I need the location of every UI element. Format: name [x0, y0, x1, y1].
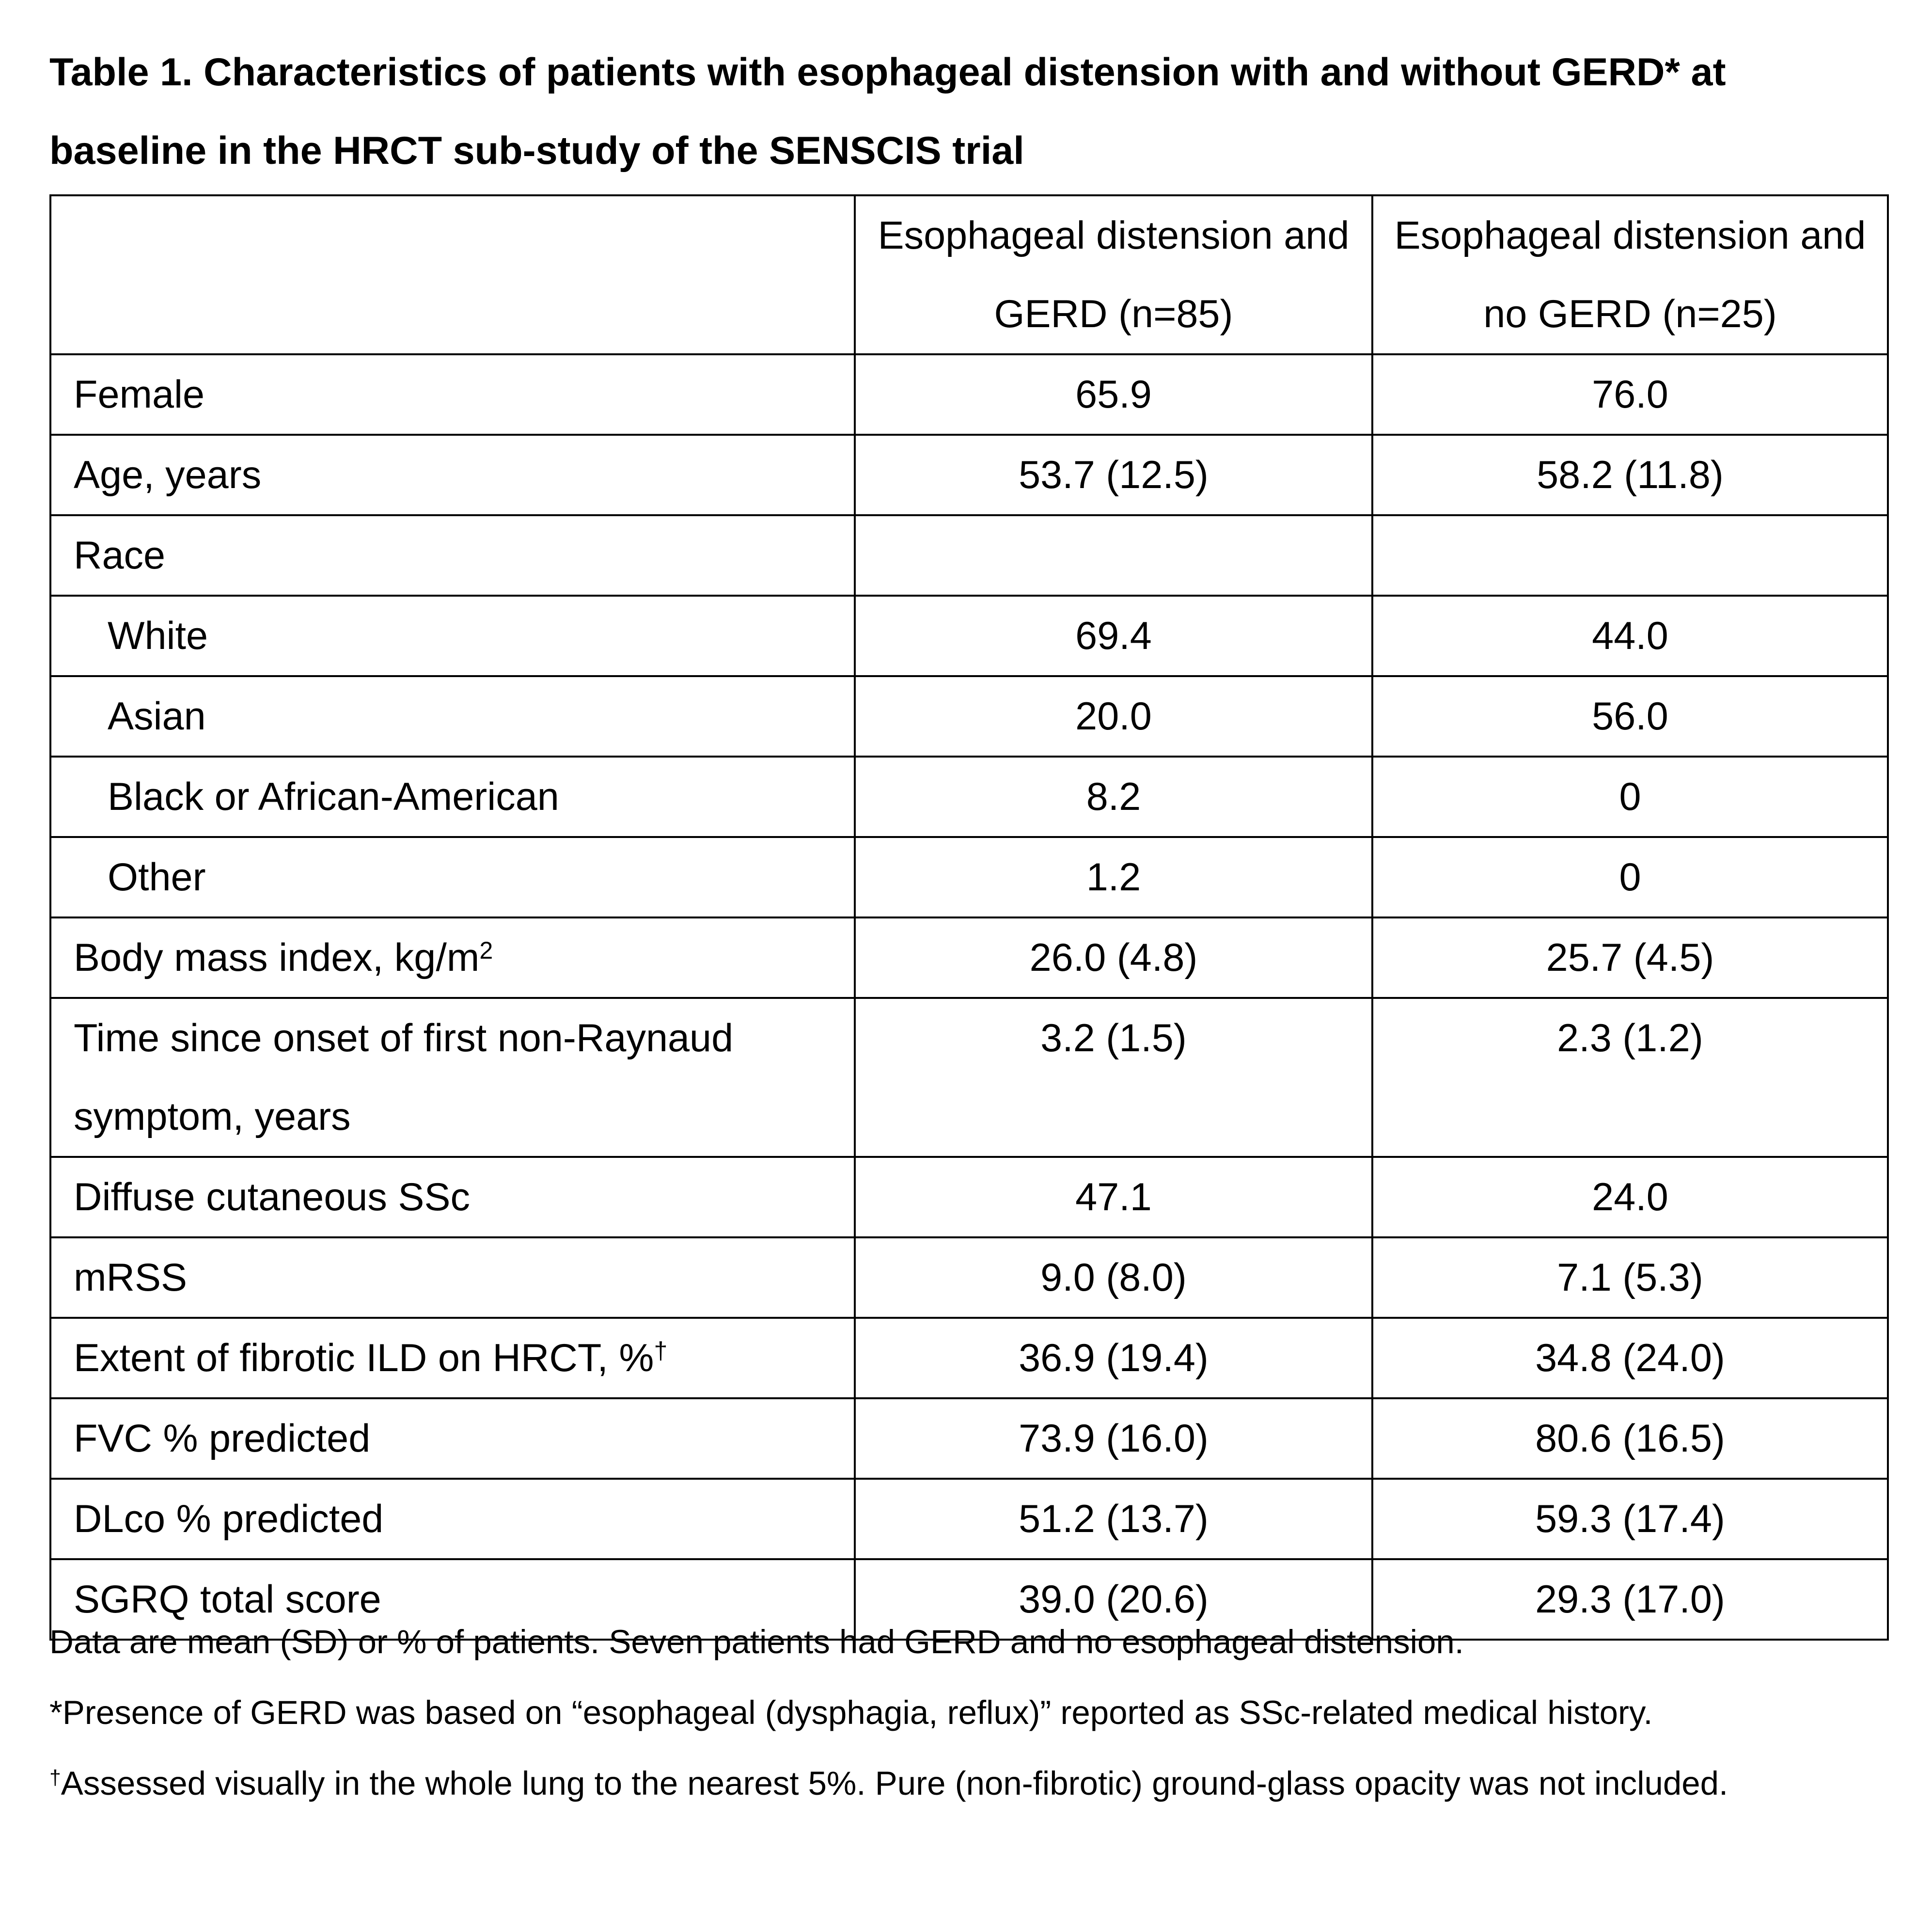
footnote-data-description: Data are mean (SD) or % of patients. Seven patients had GERD and no esophageal distension. [49, 1623, 1464, 1660]
cell-no-gerd: 2.3 (1.2) [1372, 998, 1888, 1157]
table-row [50, 1479, 1888, 1559]
row-label: Black or African-American [50, 757, 855, 837]
cell-no-gerd: 59.3 (17.4) [1372, 1479, 1888, 1559]
cell-no-gerd: 0 [1372, 837, 1888, 917]
table-title: Table 1. Characteristics of patients with esophageal distension with and without GERD* at baseline in the HRCT sub-study of the SENSCIS trial [49, 50, 1726, 173]
cell-gerd: 1.2 [855, 837, 1372, 917]
dagger-mark: † [49, 1766, 61, 1789]
dagger-mark: † [654, 1337, 668, 1364]
table-row [50, 837, 1888, 917]
cell-no-gerd: 76.0 [1372, 354, 1888, 435]
row-label: DLco % predicted [50, 1479, 855, 1559]
table-row [50, 1237, 1888, 1318]
cell-gerd: 3.2 (1.5) [855, 998, 1372, 1157]
cell-no-gerd: 34.8 (24.0) [1372, 1318, 1888, 1398]
table-row [50, 435, 1888, 515]
row-label: Time since onset of first non-Raynaud symptom, years [50, 998, 855, 1157]
row-label: Asian [50, 676, 855, 757]
cell-gerd: 47.1 [855, 1157, 1372, 1237]
cell-gerd: 36.9 (19.4) [855, 1318, 1372, 1398]
table-row [50, 757, 1888, 837]
cell-no-gerd: 7.1 (5.3) [1372, 1237, 1888, 1318]
row-label: Diffuse cutaneous SSc [50, 1157, 855, 1237]
cell-no-gerd: 24.0 [1372, 1157, 1888, 1237]
footnote-gerd-definition: *Presence of GERD was based on “esophageal (dysphagia, reflux)” reported as SSc-related medical history. [49, 1694, 1653, 1731]
cell-no-gerd: 56.0 [1372, 676, 1888, 757]
row-label: Body mass index, kg/m [74, 936, 480, 980]
cell-gerd: 53.7 (12.5) [855, 435, 1372, 515]
header-no-gerd [1372, 195, 1888, 354]
cell-no-gerd: 0 [1372, 757, 1888, 837]
cell-gerd: 65.9 [855, 354, 1372, 435]
table-row [50, 917, 1888, 998]
cell-no-gerd: 29.3 (17.0) [1372, 1559, 1888, 1640]
table-row [50, 1398, 1888, 1479]
cell-gerd: 20.0 [855, 676, 1372, 757]
table-header-row [50, 195, 1888, 354]
cell-gerd: 39.0 (20.6) [855, 1559, 1372, 1640]
header-gerd [855, 195, 1372, 354]
row-label: Other [50, 837, 855, 917]
cell-no-gerd: 58.2 (11.8) [1372, 435, 1888, 515]
cell-gerd: 26.0 (4.8) [855, 917, 1372, 998]
table-footnotes [49, 1607, 1891, 1819]
cell-gerd: 51.2 (13.7) [855, 1479, 1372, 1559]
row-label-cell [50, 1318, 855, 1398]
table-row [50, 998, 1888, 1157]
cell-no-gerd: 25.7 (4.5) [1372, 917, 1888, 998]
row-label-cell [50, 917, 855, 998]
cell-gerd: 73.9 (16.0) [855, 1398, 1372, 1479]
row-label: SGRQ total score [50, 1559, 855, 1640]
cell-gerd: 69.4 [855, 596, 1372, 676]
footnote-hrct-text: Assessed visually in the whole lung to the nearest 5%. Pure (non-fibrotic) ground-glass opacity was not included. [61, 1765, 1728, 1802]
footnote-hrct-assessment [49, 1748, 1891, 1819]
row-label: mRSS [50, 1237, 855, 1318]
table-row [50, 354, 1888, 435]
row-label: Age, years [50, 435, 855, 515]
cell-no-gerd: 80.6 (16.5) [1372, 1398, 1888, 1479]
table-row [50, 596, 1888, 676]
superscript-mark: 2 [479, 936, 493, 964]
characteristics-table [49, 194, 1889, 1641]
table-row [50, 515, 1888, 596]
table-row [50, 1157, 1888, 1237]
cell-no-gerd: 44.0 [1372, 596, 1888, 676]
row-label: Female [50, 354, 855, 435]
cell-no-gerd [1372, 515, 1888, 596]
row-label: FVC % predicted [50, 1398, 855, 1479]
header-no-gerd-label: Esophageal distension and no GERD (n=25) [1394, 214, 1866, 336]
cell-gerd: 8.2 [855, 757, 1372, 837]
header-empty-cell [50, 195, 855, 354]
table-row [50, 676, 1888, 757]
row-label: Extent of fibrotic ILD on HRCT, % [74, 1336, 654, 1380]
cell-gerd: 9.0 (8.0) [855, 1237, 1372, 1318]
row-label: White [50, 596, 855, 676]
table-row [50, 1318, 1888, 1398]
header-gerd-label: Esophageal distension and GERD (n=85) [878, 214, 1350, 336]
cell-gerd [855, 515, 1372, 596]
row-label: Race [50, 515, 855, 596]
